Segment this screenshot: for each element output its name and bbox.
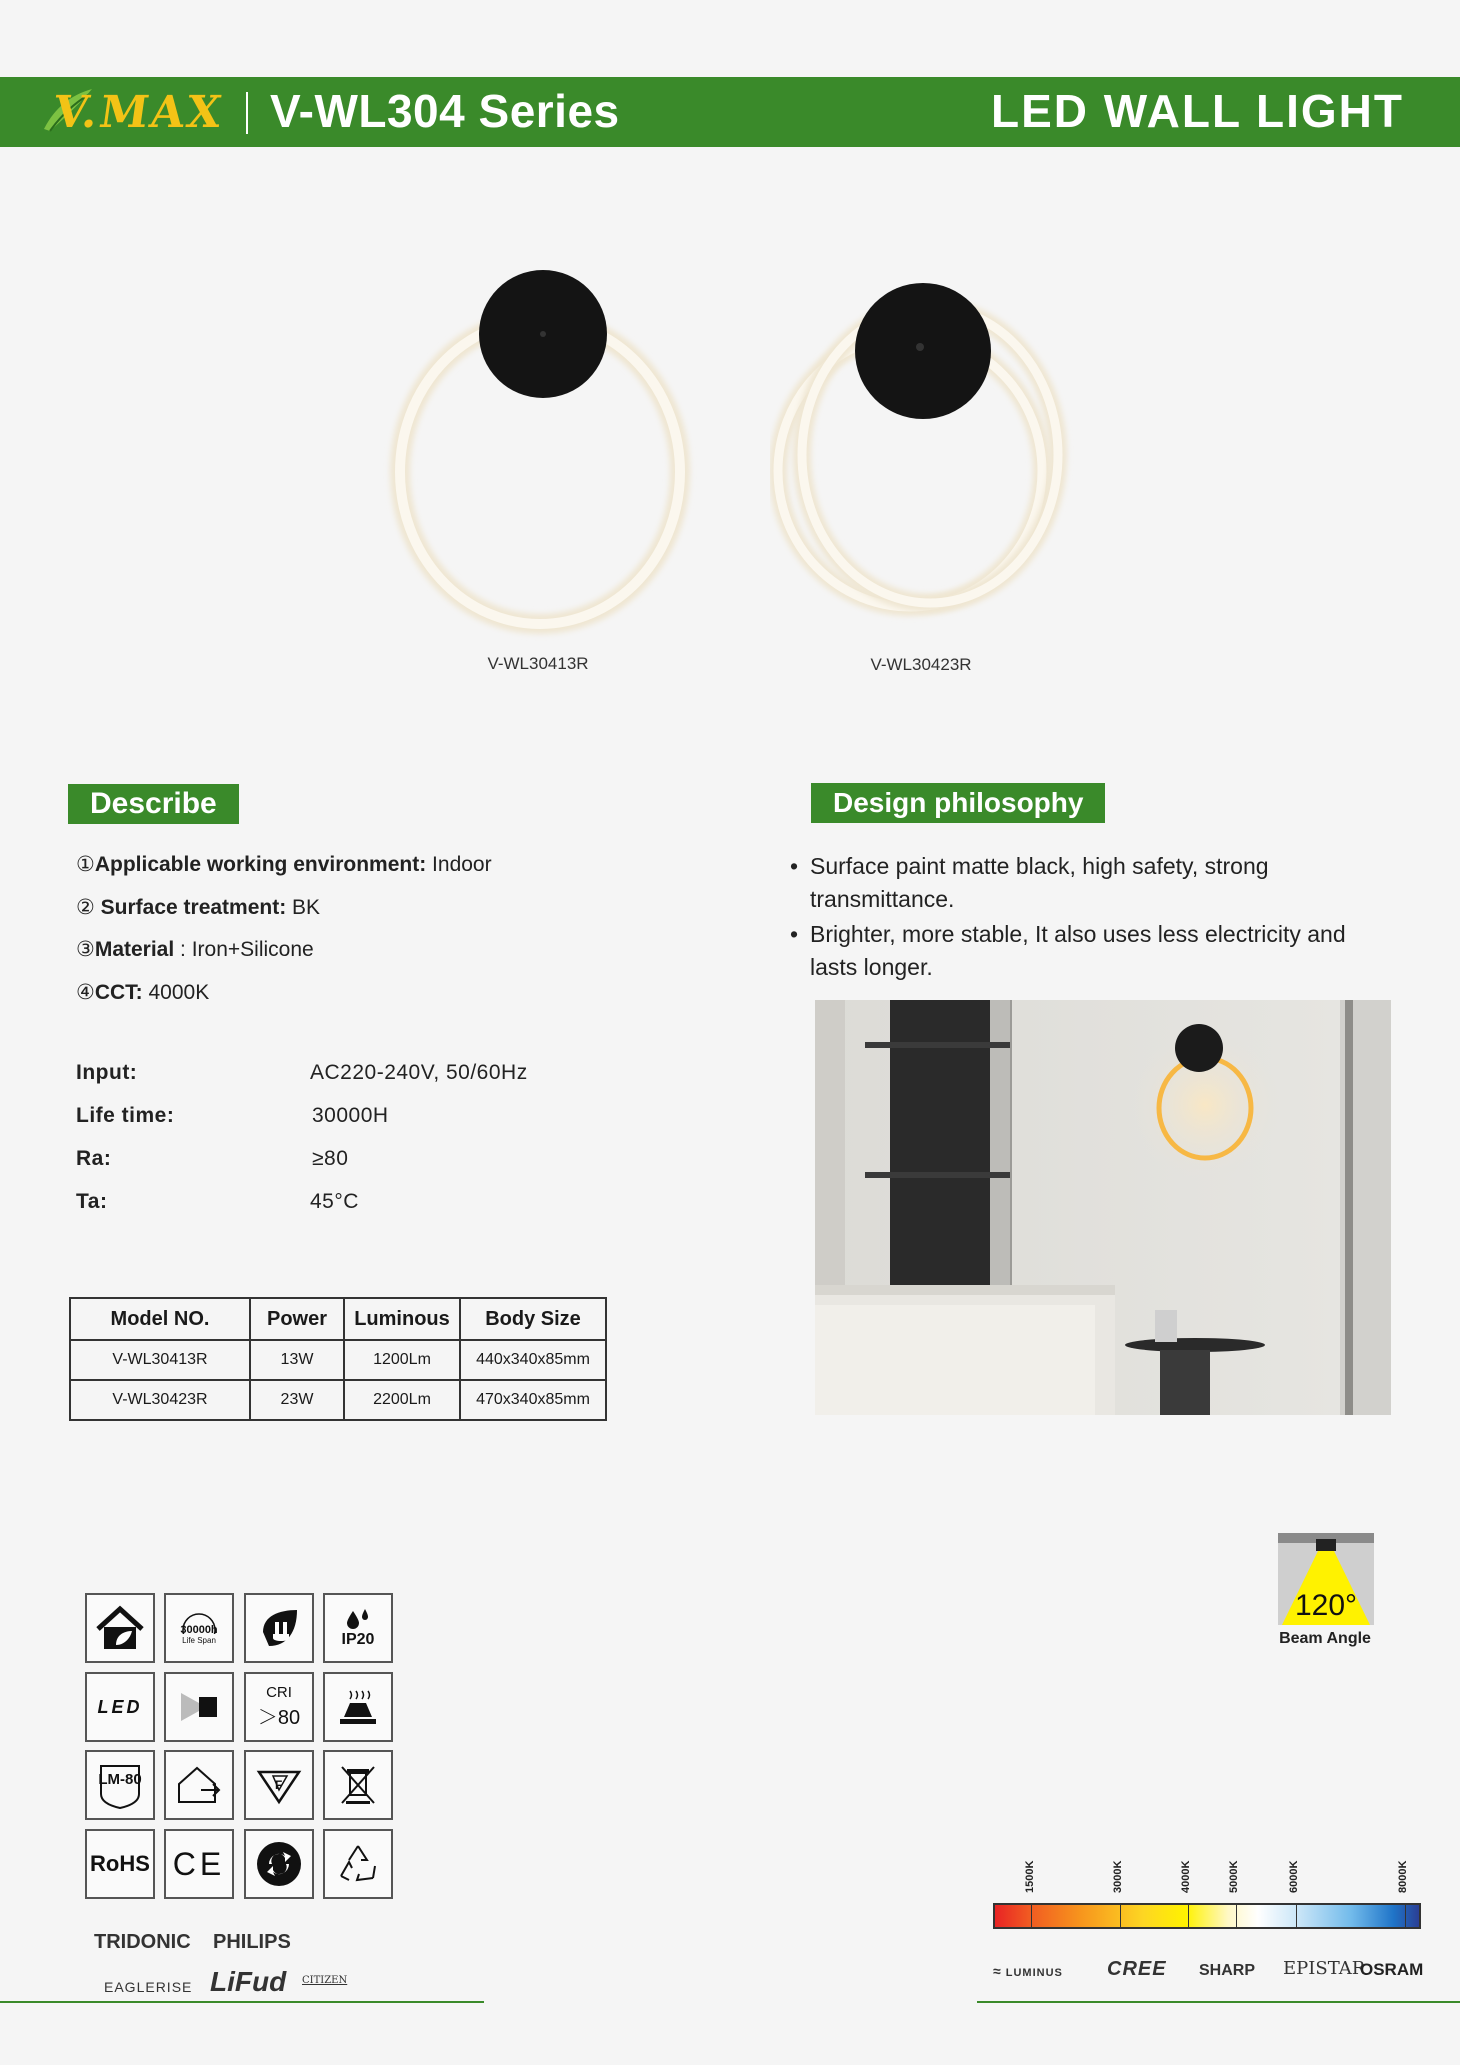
product-image-single-ring <box>380 262 700 642</box>
green-dot-icon <box>244 1829 314 1899</box>
cri-label: CRI <box>266 1684 292 1701</box>
table-cell: 470x340x85mm <box>460 1380 606 1420</box>
ip-rating-text: IP20 <box>341 1631 375 1648</box>
ce-text: CE <box>172 1845 226 1882</box>
brand-eaglerise: EAGLERISE <box>104 1979 193 1995</box>
design-bullet-1: • Surface paint matte black, high safety, strong transmittance. <box>810 850 1380 916</box>
interior-photo <box>815 1000 1391 1415</box>
brand-sharp: SHARP <box>1199 1962 1256 1979</box>
footer-line-right <box>977 2001 1460 2003</box>
indoor-use-icon <box>164 1750 234 1820</box>
luminus-swoosh-icon: ≈ <box>993 1963 1002 1979</box>
beam-angle-label: Beam Angle <box>1279 1630 1371 1647</box>
table-row <box>70 1340 606 1380</box>
table-cell: 23W <box>250 1380 344 1420</box>
indoor-icon <box>85 1593 155 1663</box>
table-cell: 440x340x85mm <box>460 1340 606 1380</box>
brand-philips: PHILIPS <box>213 1931 291 1953</box>
table-cell: V-WL30423R <box>70 1380 250 1420</box>
spec-lifetime-label: Life time: <box>76 1104 175 1127</box>
header-divider <box>246 92 248 134</box>
brand-cree: CREE <box>1107 1958 1167 1980</box>
brand-lifud: LiFud <box>210 1966 287 1997</box>
cri-icon <box>244 1672 314 1742</box>
svg-text:F: F <box>275 1778 283 1792</box>
table-cell: 2200Lm <box>344 1380 460 1420</box>
ip20-icon <box>323 1593 393 1663</box>
cct-tick-label: 4000K <box>1180 1860 1192 1893</box>
describe-heading: Describe <box>68 784 239 824</box>
cct-tick-label: 1500K <box>1024 1860 1036 1893</box>
spec-input-label: Input: <box>76 1061 138 1084</box>
lifespan-label: Life Span <box>182 1635 216 1645</box>
describe-item-environment: ①Applicable working environment: Indoor <box>76 853 492 876</box>
cct-tick-label: 6000K <box>1288 1860 1300 1893</box>
table-row <box>70 1380 606 1420</box>
cct-marker <box>1188 1903 1189 1929</box>
brand-tridonic: TRIDONIC <box>94 1931 191 1953</box>
design-bullet-2: • Brighter, more stable, It also uses less electricity and lasts longer. <box>810 918 1380 984</box>
cct-marker <box>1031 1903 1032 1929</box>
cri-value: ＞80 <box>257 1707 301 1729</box>
cct-tick-label: 5000K <box>1228 1860 1240 1893</box>
table-header-cell: Body Size <box>460 1298 606 1340</box>
table-header-cell: Power <box>250 1298 344 1340</box>
weee-bin-icon <box>323 1750 393 1820</box>
brand-epistar: EPISTAR <box>1283 1958 1366 1979</box>
heat-dissipation-icon <box>323 1672 393 1742</box>
spec-ra-value: ≥80 <box>312 1147 349 1170</box>
cct-marker <box>1236 1903 1237 1929</box>
product-caption-1: V-WL30413R <box>487 654 589 673</box>
lm80-icon <box>85 1750 155 1820</box>
footer-line-left <box>0 2001 484 2003</box>
describe-item-surface: ② Surface treatment: BK <box>76 896 321 919</box>
table-header-cell: Model NO. <box>70 1298 250 1340</box>
plug-leaf-icon <box>244 1593 314 1663</box>
brand-citizen: CITIZEN <box>302 1975 348 1986</box>
describe-item-cct: ④CCT: 4000K <box>76 981 210 1004</box>
table-cell: V-WL30413R <box>70 1340 250 1380</box>
describe-item-material: ③Material : Iron+Silicone <box>76 938 314 961</box>
product-caption-2: V-WL30423R <box>870 655 972 674</box>
rohs-icon <box>85 1829 155 1899</box>
brand-luminus: ≈ LUMINUS <box>993 1963 1063 1979</box>
series-title: V-WL304 Series <box>270 85 620 137</box>
table-cell: 1200Lm <box>344 1340 460 1380</box>
lifespan-value: 30000h <box>180 1623 218 1636</box>
design-heading: Design philosophy <box>811 783 1105 823</box>
spec-ta-value: 45°C <box>310 1190 359 1213</box>
rohs-text: RoHS <box>90 1851 150 1876</box>
table-header-row <box>70 1298 606 1340</box>
led-text: LED <box>97 1696 143 1717</box>
spec-lifetime-value: 30000H <box>312 1104 389 1127</box>
cct-tick-label: 8000K <box>1397 1860 1409 1893</box>
recycle-icon <box>323 1829 393 1899</box>
ce-icon <box>164 1829 234 1899</box>
spec-input-value: AC220-240V, 50/60Hz <box>310 1061 528 1084</box>
lifespan-icon <box>164 1593 234 1663</box>
lm80-text: LM-80 <box>98 1770 142 1788</box>
logo-text: V.MAX <box>50 87 227 138</box>
cct-tick-label: 3000K <box>1112 1860 1124 1893</box>
model-table <box>69 1297 607 1421</box>
vmax-logo <box>38 83 228 143</box>
f-mark-icon <box>244 1750 314 1820</box>
beam-direction-icon <box>164 1672 234 1742</box>
spec-ta-label: Ta: <box>76 1190 108 1213</box>
product-image-double-ring <box>770 275 1080 635</box>
cct-color-bar <box>993 1903 1421 1929</box>
brand-osram: OSRAM <box>1360 1960 1424 1979</box>
table-cell: 13W <box>250 1340 344 1380</box>
cct-marker <box>1296 1903 1297 1929</box>
table-header-cell: Luminous <box>344 1298 460 1340</box>
led-icon <box>85 1672 155 1742</box>
spec-ra-label: Ra: <box>76 1147 112 1170</box>
product-type-title: LED WALL LIGHT <box>990 85 1404 137</box>
beam-angle-value: 120° <box>1294 1589 1358 1622</box>
cct-marker <box>1405 1903 1406 1929</box>
cct-marker <box>1120 1903 1121 1929</box>
